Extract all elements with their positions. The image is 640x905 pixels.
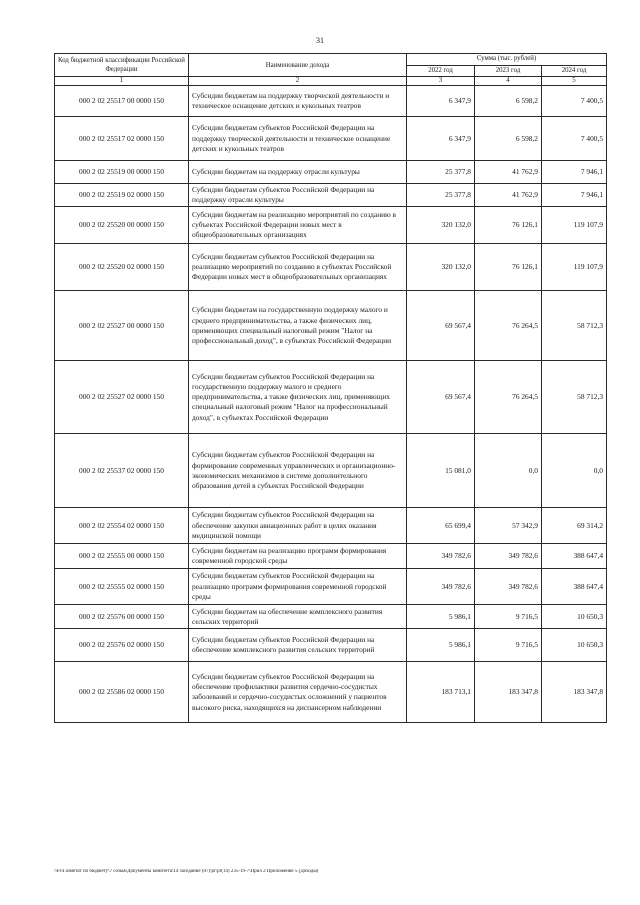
amount-2023: 183 347,8 (475, 662, 542, 723)
budget-code: 000 2 02 25554 02 0000 150 (55, 508, 189, 544)
column-number: 2 (189, 77, 407, 86)
table-row (55, 629, 607, 662)
header-year-2022: 2022 год (407, 66, 475, 77)
revenue-name: Субсидии бюджетам субъектов Российской Федерации на формирование современных управленческих и организационно-экономических механизмов в системе дополнительного образования детей в субъектах Российской Федерации (189, 434, 407, 508)
amount-2022: 320 132,0 (407, 207, 475, 244)
budget-code: 000 2 02 25519 00 0000 150 (55, 161, 189, 184)
budget-code: 000 2 02 25519 02 0000 150 (55, 184, 189, 207)
budget-code: 000 2 02 25527 02 0000 150 (55, 361, 189, 434)
table-row (55, 544, 607, 569)
amount-2023: 41 762,9 (475, 161, 542, 184)
amount-2022: 183 713,1 (407, 662, 475, 723)
budget-code: 000 2 02 25586 02 0000 150 (55, 662, 189, 723)
file-path-footer: \\Fs\Газметат по бюджету\7 созыв\Документы комитета\14 заседание (07)\pr\pr(14) 235-19-7\Прил 2 Приложение 5 (Доходы) (54, 869, 319, 874)
revenue-name: Субсидии бюджетам на реализацию программ формирования современной городской среды (189, 544, 407, 569)
table-row (55, 244, 607, 291)
table-row (55, 291, 607, 361)
header-code: Код бюджетной классификации Российской Федерации (55, 54, 189, 77)
column-number: 1 (55, 77, 189, 86)
header-name: Наименование дохода (189, 54, 407, 77)
amount-2023: 0,0 (475, 434, 542, 508)
column-number: 5 (542, 77, 607, 86)
budget-code: 000 2 02 25520 02 0000 150 (55, 244, 189, 291)
budget-code: 000 2 02 25517 00 0000 150 (55, 86, 189, 117)
amount-2023: 349 782,6 (475, 544, 542, 569)
amount-2022: 5 986,1 (407, 605, 475, 629)
revenue-name: Субсидии бюджетам на государственную поддержку малого и среднего предпринимательства, а также физических лиц, применяющих специальный налоговый режим "Налог на профессиональный доход", в субъектах Российской Федерации (189, 291, 407, 361)
amount-2024: 119 107,9 (542, 207, 607, 244)
amount-2023: 41 762,9 (475, 184, 542, 207)
revenue-name: Субсидии бюджетам субъектов Российской Федерации на обеспечение комплексного развития сельских территорий (189, 629, 407, 662)
budget-code: 000 2 02 25576 00 0000 150 (55, 605, 189, 629)
amount-2022: 69 567,4 (407, 361, 475, 434)
amount-2024: 58 712,3 (542, 291, 607, 361)
revenue-name: Субсидии бюджетам субъектов Российской Федерации на реализацию мероприятий по созданию в субъектах Российской Федерации новых мест в общеобразовательных организациях (189, 244, 407, 291)
header-year-2023: 2023 год (475, 66, 542, 77)
table-row (55, 184, 607, 207)
amount-2023: 76 126,1 (475, 207, 542, 244)
table-row (55, 207, 607, 244)
amount-2022: 25 377,8 (407, 184, 475, 207)
amount-2023: 57 342,9 (475, 508, 542, 544)
table-row (55, 361, 607, 434)
revenue-name: Субсидии бюджетам субъектов Российской Федерации на обеспечение профилактики развития сердечно-сосудистых заболеваний и сердечно-сосудистых осложнений у пациентов высокого риска, находящихся на диспансерном наблюдении (189, 662, 407, 723)
revenue-name: Субсидии бюджетам на поддержку отрасли культуры (189, 161, 407, 184)
amount-2023: 9 716,5 (475, 605, 542, 629)
revenue-name: Субсидии бюджетам субъектов Российской Федерации на реализацию программ формирования современной городской среды (189, 569, 407, 605)
budget-code: 000 2 02 25555 00 0000 150 (55, 544, 189, 569)
amount-2024: 10 650,3 (542, 629, 607, 662)
amount-2023: 76 264,5 (475, 291, 542, 361)
amount-2022: 349 782,6 (407, 544, 475, 569)
amount-2024: 183 347,8 (542, 662, 607, 723)
revenue-name: Субсидии бюджетам на обеспечение комплексного развития сельских территорий (189, 605, 407, 629)
amount-2024: 7 400,5 (542, 117, 607, 161)
budget-code: 000 2 02 25527 00 0000 150 (55, 291, 189, 361)
budget-code: 000 2 02 25517 02 0000 150 (55, 117, 189, 161)
amount-2024: 388 647,4 (542, 569, 607, 605)
amount-2024: 388 647,4 (542, 544, 607, 569)
amount-2024: 69 314,2 (542, 508, 607, 544)
header-year-2024: 2024 год (542, 66, 607, 77)
amount-2024: 7 400,5 (542, 86, 607, 117)
amount-2022: 6 347,9 (407, 86, 475, 117)
amount-2023: 9 716,5 (475, 629, 542, 662)
amount-2022: 5 986,1 (407, 629, 475, 662)
revenue-name: Субсидии бюджетам субъектов Российской Федерации на поддержку творческой деятельности и техническое оснащение детских и кукольных театров (189, 117, 407, 161)
table-row (55, 508, 607, 544)
table-row (55, 117, 607, 161)
header-sum: Сумма (тыс. рублей) (407, 54, 607, 66)
amount-2022: 25 377,8 (407, 161, 475, 184)
budget-code: 000 2 02 25537 02 0000 150 (55, 434, 189, 508)
table-row (55, 161, 607, 184)
table-row (55, 434, 607, 508)
column-number: 4 (475, 77, 542, 86)
column-number: 3 (407, 77, 475, 86)
revenue-name: Субсидии бюджетам субъектов Российской Федерации на поддержку отрасли культуры (189, 184, 407, 207)
amount-2022: 320 132,0 (407, 244, 475, 291)
amount-2023: 6 598,2 (475, 117, 542, 161)
revenue-name: Субсидии бюджетам субъектов Российской Федерации на обеспечение закупки авиационных работ в целях оказания медицинской помощи (189, 508, 407, 544)
revenue-name: Субсидии бюджетам на реализацию мероприятий по созданию в субъектах Российской Федерации новых мест в общеобразовательных организациях (189, 207, 407, 244)
amount-2023: 76 126,1 (475, 244, 542, 291)
amount-2024: 58 712,3 (542, 361, 607, 434)
revenue-table (54, 53, 607, 723)
table-row (55, 569, 607, 605)
amount-2022: 65 699,4 (407, 508, 475, 544)
page-number: 31 (316, 36, 324, 45)
amount-2022: 6 347,9 (407, 117, 475, 161)
budget-code: 000 2 02 25520 00 0000 150 (55, 207, 189, 244)
amount-2024: 0,0 (542, 434, 607, 508)
table-row (55, 605, 607, 629)
revenue-name: Субсидии бюджетам на поддержку творческой деятельности и техническое оснащение детских и кукольных театров (189, 86, 407, 117)
amount-2024: 10 650,3 (542, 605, 607, 629)
amount-2022: 69 567,4 (407, 291, 475, 361)
budget-code: 000 2 02 25555 02 0000 150 (55, 569, 189, 605)
amount-2024: 7 946,1 (542, 161, 607, 184)
budget-code: 000 2 02 25576 02 0000 150 (55, 629, 189, 662)
amount-2023: 349 782,6 (475, 569, 542, 605)
amount-2022: 349 782,6 (407, 569, 475, 605)
table-row (55, 662, 607, 723)
amount-2023: 6 598,2 (475, 86, 542, 117)
revenue-name: Субсидии бюджетам субъектов Российской Федерации на государственную поддержку малого и среднего предпринимательства, а также физических лиц, применяющих специальный налоговый режим "Налог на профессиональный доход", в субъектах Российской Федерации (189, 361, 407, 434)
amount-2023: 76 264,5 (475, 361, 542, 434)
amount-2024: 7 946,1 (542, 184, 607, 207)
amount-2022: 15 081,0 (407, 434, 475, 508)
table-row (55, 86, 607, 117)
amount-2024: 119 107,9 (542, 244, 607, 291)
